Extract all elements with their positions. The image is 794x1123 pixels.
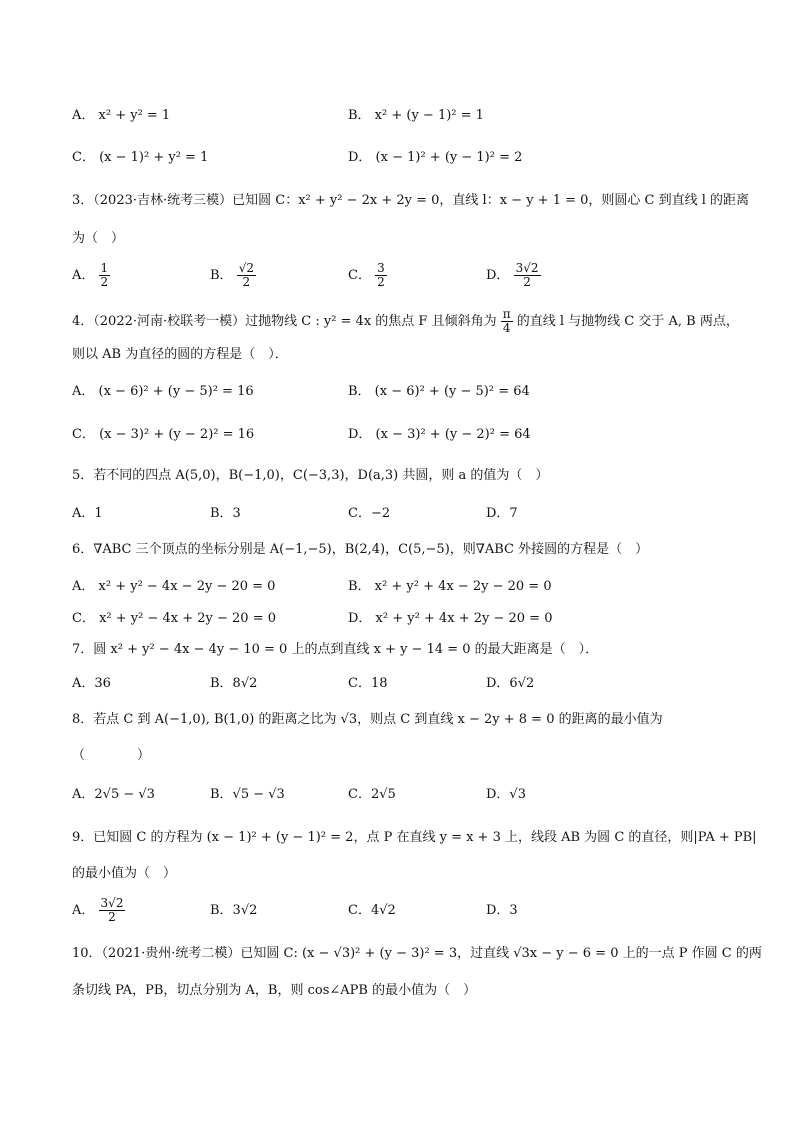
q4-stem-line2: 则以 AB 为直径的圆的方程是（ ）． (72, 347, 288, 362)
q7-option-d: D．6√2 (486, 676, 535, 691)
q8-option-b: B．√5 − √3 (210, 787, 285, 802)
q7-option-c: C．18 (348, 676, 388, 691)
q9-option-a: A． $\frac{3√2}{2}$ (72, 896, 124, 924)
q7-stem: 7．圆 x² + y² − 4x − 4y − 10 = 0 上的点到直线 x + y − 14 = 0 的最大距离是（ ）． (72, 642, 599, 657)
q6-option-a: A． x² + y² − 4x − 2y − 20 = 0 (72, 579, 276, 594)
q8-stem-line2: （ ） (72, 748, 151, 763)
q5-option-b: B．3 (210, 506, 241, 521)
q9-stem-line1: 9．已知圆 C 的方程为 (x − 1)² + (y − 1)² = 2，点 P 在直线 y = x + 3 上，线段 AB 为圆 C 的直径，则|PA + PB| (72, 830, 757, 845)
q9-option-b: B．3√2 (210, 903, 258, 918)
q2-option-a: A． x² + y² = 1 (72, 108, 171, 123)
q8-stem-line1: 8．若点 C 到 A(−1,0), B(1,0) 的距离之比为 √3，则点 C 到直线 x − 2y + 8 = 0 的距离的最小值为 (72, 712, 663, 727)
q6-option-b: B． x² + y² + 4x − 2y − 20 = 0 (348, 579, 552, 594)
q2-option-c: C． (x − 1)² + y² = 1 (72, 150, 209, 165)
q3-option-b-fraction: $\frac{√2}{2}$ (238, 261, 254, 289)
q3-option-d: D． $\frac{3√2}{2}$ (486, 261, 539, 289)
q3-option-b: B． $\frac{√2}{2}$ (210, 261, 254, 289)
q10-stem-line2: 条切线 PA，PB，切点分别为 A，B，则 cos∠APB 的最小值为（ ） (72, 983, 477, 998)
q5-option-a: A．1 (72, 506, 103, 521)
q9-option-c: C．4√2 (348, 903, 396, 918)
q3-option-d-fraction: $\frac{3√2}{2}$ (515, 261, 539, 289)
q4-angle-fraction: $\frac{\pi}{4}$ (502, 307, 511, 335)
q4-option-d: D． (x − 3)² + (y − 2)² = 64 (348, 427, 531, 442)
q4-option-b: B． (x − 6)² + (y − 5)² = 64 (348, 384, 530, 399)
q3-stem-line1: 3．（2023·吉林·统考三模）已知圆 C：x² + y² − 2x + 2y = 0，直线 l：x − y + 1 = 0，则圆心 C 到直线 l 的距离 (72, 193, 750, 208)
q9-stem-line2: 的最小值为（ ） (72, 866, 177, 881)
q3-option-c: C． $\frac{3}{2}$ (348, 261, 385, 289)
q10-stem-line1: 10．（2021·贵州·统考二模）已知圆 C: (x − √3)² + (y − 3)² = 3，过直线 √3x − y − 6 = 0 上的一点 P 作圆 C 的两 (72, 946, 762, 961)
q9-option-d: D．3 (486, 903, 518, 918)
q4-option-a: A． (x − 6)² + (y − 5)² = 16 (72, 384, 254, 399)
q8-option-c: C．2√5 (348, 787, 396, 802)
q2-option-b: B． x² + (y − 1)² = 1 (348, 108, 484, 123)
q3-option-c-fraction: $\frac{3}{2}$ (377, 261, 385, 289)
q2-option-d: D． (x − 1)² + (y − 1)² = 2 (348, 150, 523, 165)
q5-stem: 5．若不同的四点 A(5,0)，B(−1,0)，C(−3,3)，D(a,3) 共圆，则 a 的值为（ ） (72, 468, 549, 483)
q7-option-a: A．36 (72, 676, 111, 691)
q3-option-a: A． $\frac{1}{2}$ (72, 261, 109, 289)
q4-stem-line1: 4．（2022·河南·校联考一模）过抛物线 C : y² = 4x 的焦点 F 且倾斜角为 $\frac{\pi}{4}$ 的直线 l 与抛物线 C 交于 A, B 两点， (72, 307, 739, 335)
q4-option-c: C． (x − 3)² + (y − 2)² = 16 (72, 427, 255, 442)
q6-stem: 6．∇ABC 三个顶点的坐标分别是 A(−1,−5)，B(2,4)，C(5,−5)，则∇ABC 外接圆的方程是（ ） (72, 542, 649, 557)
q8-option-a: A．2√5 − √3 (72, 787, 155, 802)
q6-option-c: C． x² + y² − 4x + 2y − 20 = 0 (72, 611, 276, 626)
q9-option-a-fraction: $\frac{3√2}{2}$ (100, 896, 124, 924)
q3-stem-line2: 为（ ） (72, 231, 125, 246)
q5-option-d: D．7 (486, 506, 518, 521)
q7-option-b: B．8√2 (210, 676, 258, 691)
q3-option-a-fraction: $\frac{1}{2}$ (100, 261, 109, 289)
q6-option-d: D． x² + y² + 4x + 2y − 20 = 0 (348, 611, 553, 626)
q5-option-c: C．−2 (348, 506, 391, 521)
q8-option-d: D．√3 (486, 787, 526, 802)
